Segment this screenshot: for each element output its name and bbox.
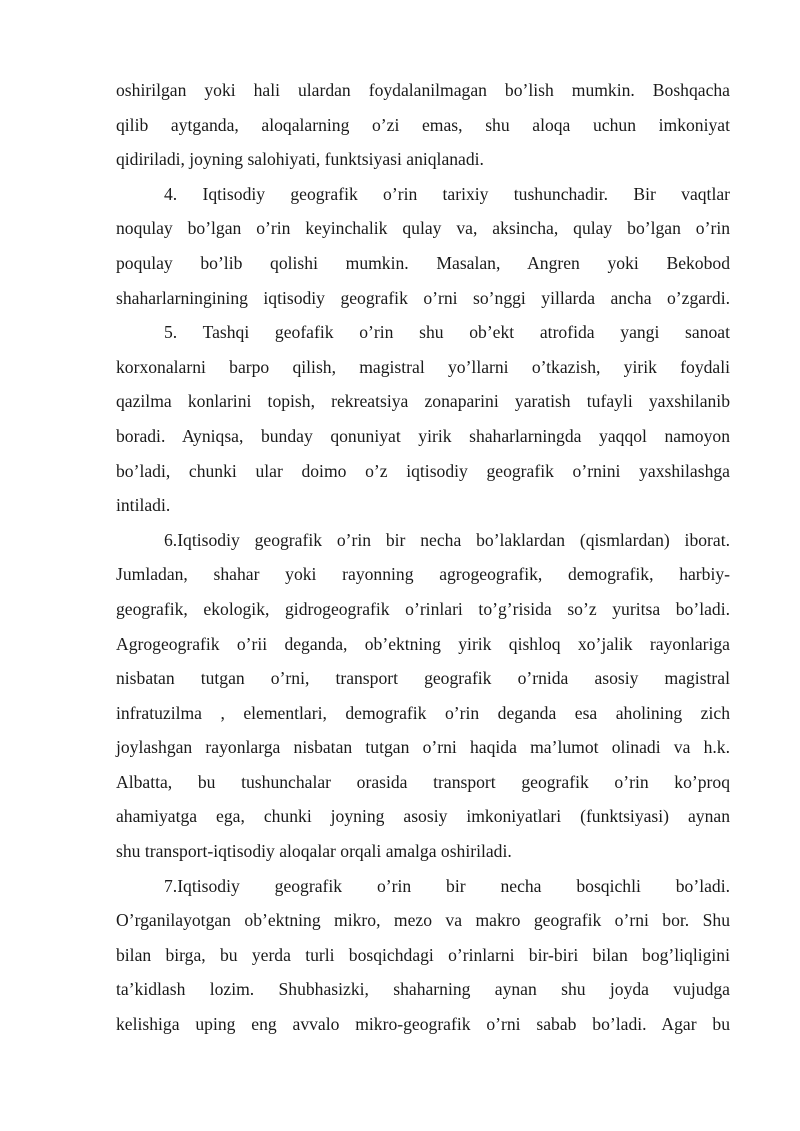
text-line: Agrogeografik o’rii deganda, ob’ektning yirik qishloq xo’jalik rayonlariga <box>116 633 730 654</box>
text-line: oshirilgan yoki hali ulardan foydalanilmagan bo’lish mumkin. Boshqacha <box>116 80 730 100</box>
text-line: poqulay bo’lib qolishi mumkin. Masalan, Angren yoki Bekobod <box>116 252 730 273</box>
paragraph-4-first-line: 4. Iqtisodiy geografik o’rin tarixiy tushunchadir. Bir vaqtlar <box>164 183 730 204</box>
paragraph-7-first-line: 7.Iqtisodiy geografik o’rin bir necha bosqichli bo’ladi. <box>164 875 730 896</box>
text-line: qilib aytganda, aloqalarning o’zi emas, shu aloqa uchun imkoniyat <box>116 114 730 135</box>
text-line: ta’kidlash lozim. Shubhasizki, shaharning aynan shu joyda vujudga <box>116 979 730 1000</box>
text-line: kelishiga uping eng avvalo mikro-geografik o’rni sabab bo’ladi. Agar bu <box>116 1014 730 1035</box>
text-line: Jumladan, shahar yoki rayonning agrogeografik, demografik, harbiy- <box>116 564 730 585</box>
text-line: joylashgan rayonlarga nisbatan tutgan o’rni haqida ma’lumot olinadi va h.k. <box>116 737 730 758</box>
text-line: infratuzilma , elementlari, demografik o’rin deganda esa aholining zich <box>116 702 730 723</box>
text-line: boradi. Ayniqsa, bunday qonuniyat yirik shaharlarningda yaqqol namoyon <box>116 425 730 446</box>
paragraph-5-first-line: 5. Tashqi geofafik o’rin shu ob’ekt atrofida yangi sanoat <box>164 322 730 343</box>
text-line: shu transport-iqtisodiy aloqalar orqali amalga oshiriladi. <box>116 841 512 862</box>
text-line: Albatta, bu tushunchalar orasida transport geografik o’rin ko’proq <box>116 771 730 792</box>
text-line: nisbatan tutgan o’rni, transport geografik o’rnida asosiy magistral <box>116 668 730 689</box>
text-line: korxonalarni barpo qilish, magistral yo’llarni o’tkazish, yirik foydali <box>116 356 730 377</box>
paragraph-6-first-line: 6.Iqtisodiy geografik o’rin bir necha bo’laklardan (qismlardan) iborat. <box>164 529 730 550</box>
text-line: noqulay bo’lgan o’rin keyinchalik qulay va, aksincha, qulay bo’lgan o’rin <box>116 218 730 239</box>
document-body <box>116 73 730 1042</box>
text-line: ahamiyatga ega, chunki joyning asosiy imkoniyatlari (funktsiyasi) aynan <box>116 806 730 827</box>
text-line: qidiriladi, joyning salohiyati, funktsiyasi aniqlanadi. <box>116 149 484 170</box>
text-line: intiladi. <box>116 495 171 516</box>
text-line: bilan birga, bu yerda turli bosqichdagi o’rinlarni bir-biri bilan bog’liqligini <box>116 944 730 965</box>
text-line: O’rganilayotgan ob’ektning mikro, mezo va makro geografik o’rni bor. Shu <box>116 910 730 931</box>
text-line: geografik, ekologik, gidrogeografik o’rinlari to’g’risida so’z yuritsa bo’ladi. <box>116 598 730 619</box>
text-line: bo’ladi, chunki ular doimo o’z iqtisodiy geografik o’rnini yaxshilashga <box>116 460 730 481</box>
text-line: qazilma konlarini topish, rekreatsiya zonaparini yaratish tufayli yaxshilanib <box>116 391 730 412</box>
text-line: shaharlarningining iqtisodiy geografik o’rni so’nggi yillarda ancha o’zgardi. <box>116 287 730 308</box>
